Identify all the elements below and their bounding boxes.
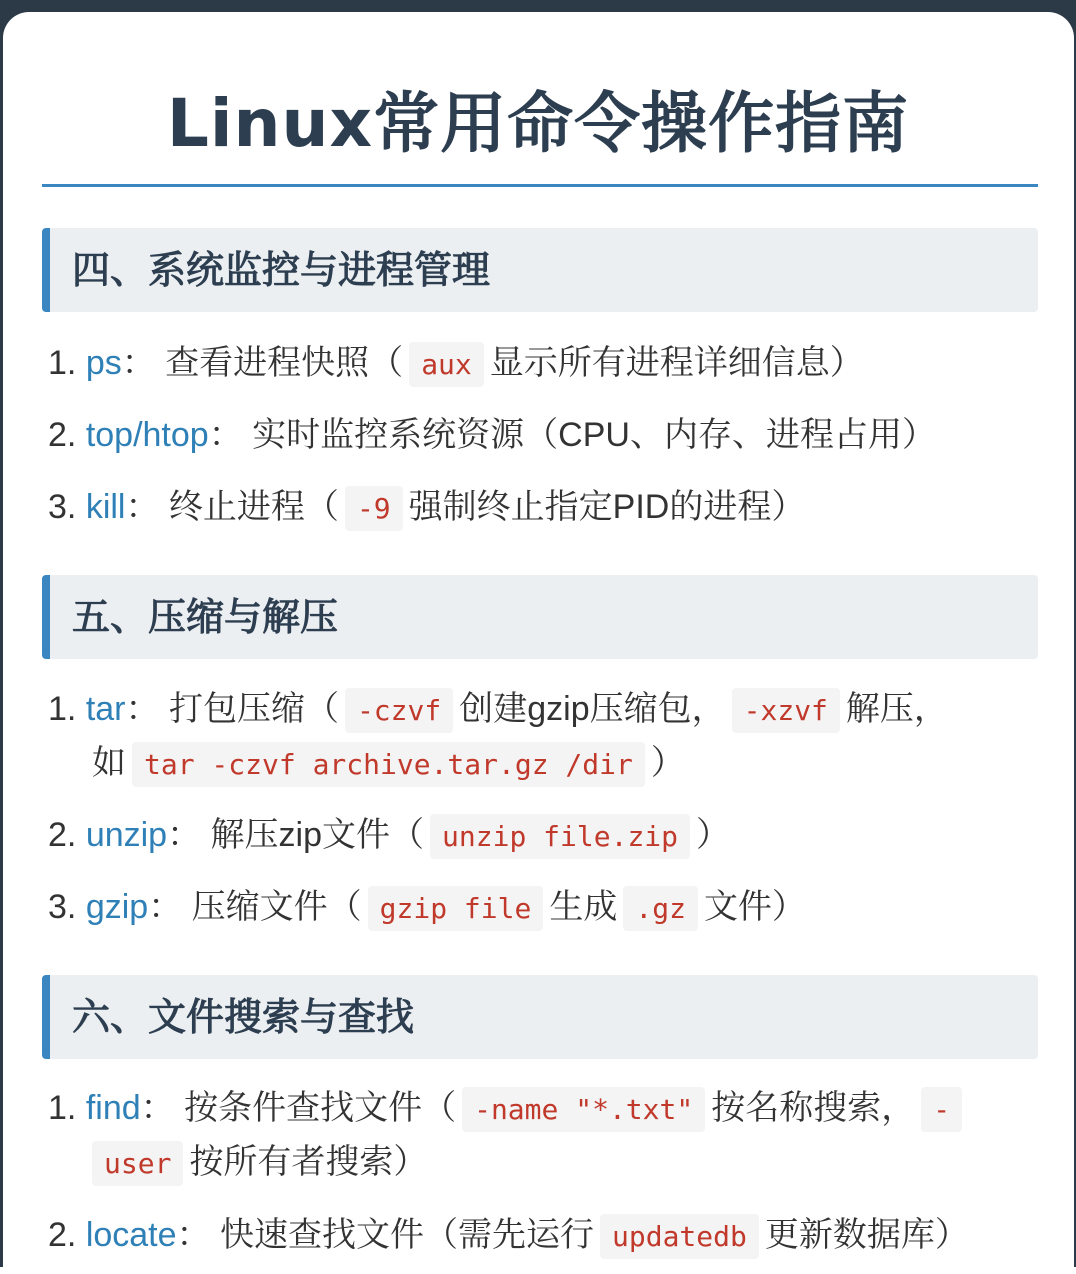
item-text: 按所有者搜索）	[189, 1143, 428, 1181]
item-number: 1.	[48, 344, 77, 382]
item-number: 3.	[48, 488, 77, 526]
item-text: 按名称搜索，	[711, 1089, 916, 1127]
list-item-gzip	[48, 880, 1038, 934]
item-number: 1.	[48, 690, 77, 728]
command-name: tar	[85, 690, 126, 728]
separator: ：	[167, 816, 202, 854]
separator: ：	[140, 1089, 175, 1127]
item-number: 2.	[48, 816, 77, 854]
item-text: 实时监控系统资源（CPU、内存、进程占用）	[252, 416, 936, 454]
item-text: 压缩文件（	[191, 888, 362, 926]
item-text: 快速查找文件（需先运行	[220, 1216, 594, 1254]
separator: ：	[121, 344, 156, 382]
list-item-tar	[48, 682, 1038, 790]
code-snippet: updatedb	[600, 1214, 759, 1259]
command-name: unzip	[85, 816, 168, 854]
command-name: find	[85, 1089, 141, 1127]
code-snippet: tar -czvf archive.tar.gz /dir	[132, 742, 645, 787]
item-number: 3.	[48, 888, 77, 926]
code-snippet: user	[92, 1141, 183, 1186]
page-title: Linux常用命令操作指南	[166, 85, 910, 162]
list-item-locate	[48, 1208, 1038, 1262]
item-text: ）	[650, 744, 685, 782]
code-snippet: -czvf	[345, 688, 453, 733]
item-text: 创建gzip压缩包，	[459, 690, 726, 728]
separator: ：	[125, 690, 160, 728]
item-text: 打包压缩（	[168, 690, 339, 728]
list-item-kill	[48, 480, 1038, 534]
item-number: 2.	[48, 416, 77, 454]
item-text: 按条件查找文件（	[184, 1089, 457, 1127]
command-name: top/htop	[85, 416, 209, 454]
code-snippet: unzip file.zip	[430, 814, 690, 859]
item-text: 如	[92, 744, 126, 782]
code-snippet: aux	[409, 342, 484, 387]
item-text: 查看进程快照（	[165, 344, 404, 382]
item-text: 文件）	[703, 888, 806, 926]
list-item-unzip	[48, 808, 1038, 862]
item-number: 1.	[48, 1089, 77, 1127]
item-text: 显示所有进程详细信息）	[489, 344, 864, 382]
code-snippet: gzip file	[368, 886, 544, 931]
item-text: 解压，	[845, 690, 948, 728]
item-text: 解压zip文件（	[210, 816, 425, 854]
title-divider	[42, 184, 1038, 187]
separator: ：	[208, 416, 243, 454]
code-snippet: .gz	[623, 886, 698, 931]
code-snippet: -xzvf	[732, 688, 840, 733]
section-heading-text: 六、文件搜索与查找	[72, 995, 415, 1039]
separator: ：	[176, 1216, 211, 1254]
list-item-find	[48, 1081, 1038, 1189]
item-text: 终止进程（	[168, 488, 339, 526]
section-heading-search	[42, 975, 1038, 1059]
section-heading-text: 五、压缩与解压	[72, 595, 339, 639]
code-snippet: -	[921, 1087, 962, 1132]
list-item-top	[48, 408, 1038, 462]
separator: ：	[148, 888, 183, 926]
item-text: 强制终止指定PID的进程）	[408, 488, 806, 526]
code-snippet: -name "*.txt"	[462, 1087, 705, 1132]
section-heading-compression	[42, 575, 1038, 659]
command-name: locate	[85, 1216, 177, 1254]
item-text: 更新数据库）	[764, 1216, 969, 1254]
code-snippet: -9	[345, 486, 403, 531]
list-item-ps	[48, 336, 1038, 390]
command-name: kill	[85, 488, 126, 526]
command-name: ps	[85, 344, 122, 382]
separator: ：	[125, 488, 160, 526]
item-text: 生成	[549, 888, 618, 926]
section-heading-monitoring	[42, 228, 1038, 312]
command-name: gzip	[85, 888, 149, 926]
item-text: ）	[696, 816, 731, 854]
section-heading-text: 四、系统监控与进程管理	[72, 248, 491, 292]
item-number: 2.	[48, 1216, 77, 1254]
